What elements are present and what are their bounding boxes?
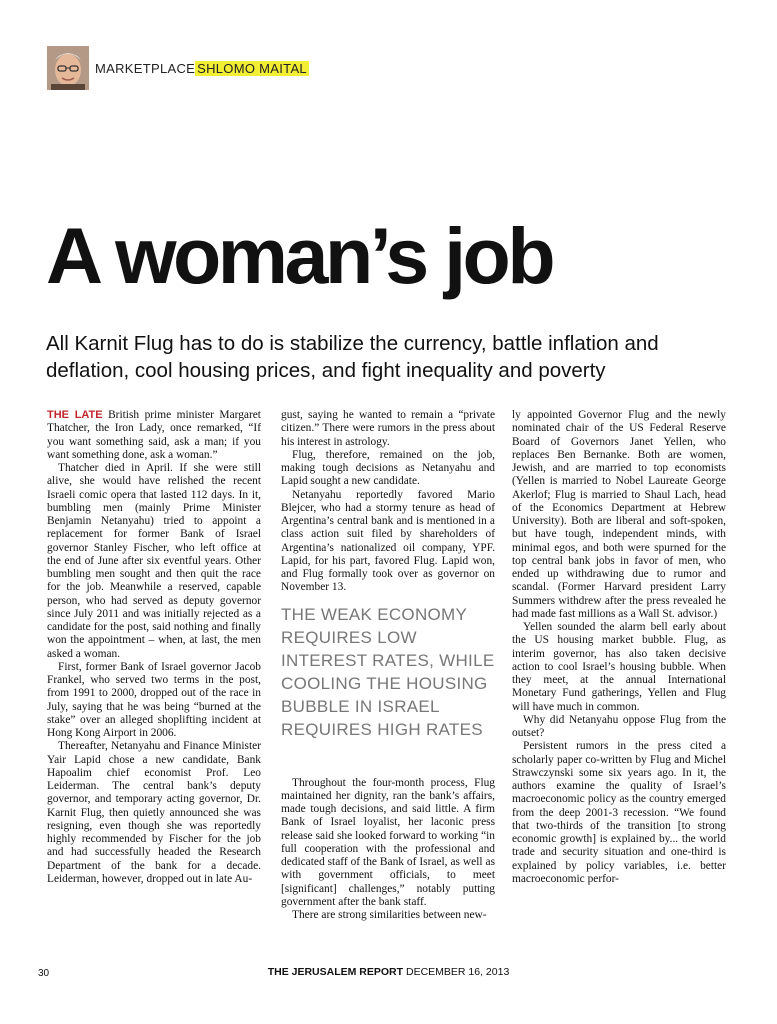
body-paragraph: gust, saying he wanted to remain a “private citizen.” There were rumors in the press about his interest in astrology.	[281, 409, 495, 448]
author-name: SHLOMO MAITAL	[197, 61, 307, 76]
lead-in: THE LATE	[47, 409, 103, 421]
body-paragraph: Thereafter, Netanyahu and Finance Minister Yair Lapid chose a new candidate, Bank Hapoalim chief economist Prof. Leo Leiderman. The central bank’s deputy governor, and temporary acting governor, Dr. Karnit Flug, then quietly announced she was resigning, even though she was reportedly highly recommended by Fischer for the job and had successfully headed the Research Department of the bank for a decade. Leiderman, however, dropped out in late Au-	[47, 740, 261, 885]
page-number: 30	[38, 968, 50, 979]
body-text: British prime minister Margaret Thatcher, the Iron Lady, once remarked, “If you want something said, ask a man; if you want something done, ask a woman.”	[47, 409, 261, 461]
body-paragraph: First, former Bank of Israel governor Jacob Frankel, who served two terms in the post, from 1991 to 2000, dropped out of the race in July, saying that he was being “burned at the stake” over an alleged shoplifting incident at Hong Kong Airport in 2006.	[47, 660, 261, 739]
section-name: MARKETPLACE	[95, 61, 196, 76]
author-avatar	[47, 46, 89, 90]
publication-name: THE JERUSALEM REPORT	[267, 966, 404, 978]
column-header	[47, 46, 347, 92]
article-headline: A woman’s job	[46, 211, 553, 300]
body-paragraph: Yellen sounded the alarm bell early about the US housing market bubble. Flug, as interim governor, has also taken decisive action to cool Israel’s housing bubble. When they meet, at the annual International Monetary Fund gatherings, Yellen and Flug will have much in common.	[512, 621, 726, 713]
body-paragraph: Thatcher died in April. If she were still alive, she would have relished the recent Israeli comic opera that lasted 112 days. In it, bumbling men (mainly Prime Minister Benjamin Netanyahu) tried to appoint a replacement for former Bank of Israel governor Stanley Fischer, who left office at the end of June after six eventful years. Other bumbling men sought and then quit the race for the job. Meanwhile a reserved, capable person, who had served as deputy governor since July 2011 and was initially rejected as a candidate for the post, said nothing and finally won the appointment – when, at last, the men asked a woman.	[47, 462, 261, 660]
body-paragraph: Why did Netanyahu oppose Flug from the outset?	[512, 713, 726, 739]
body-paragraph: Flug, therefore, remained on the job, making tough decisions as Netanyahu and Lapid sought a new candidate.	[281, 448, 495, 488]
body-paragraph: There are strong similarities between new-	[292, 909, 487, 921]
pull-quote: THE WEAK ECONOMY REQUIRES LOW INTEREST RATES, WHILE COOLING THE HOUSING BUBBLE IN ISRAEL REQUIRES HIGH RATES	[281, 604, 495, 739]
body-paragraph: Throughout the four-month process, Flug maintained her dignity, ran the bank’s affairs, made tough decisions, and said little. A firm Bank of Israel loyalist, her laconic press release said she looked forward to working “in full cooperation with the professional and dedicated staff of the Bank of Israel, as well as with government officials, to meet [significant] challenges,” notably putting government after the bank staff.	[281, 776, 495, 908]
article-column-1	[47, 409, 261, 886]
article-column-3	[512, 409, 726, 886]
body-paragraph: ly appointed Governor Flug and the newly nominated chair of the US Federal Reserve Board of Governors Janet Yellen, who replaces Ben Bernanke. Both are women, Jewish, and are married to top economists (Yellen is married to Nobel Laureate George Akerlof; Flug is married to Shaul Lach, head of the Economics Department at Hebrew University). Both are liberal and soft-spoken, but have tough, independent minds, with minimal egos, and both were spurned for the top central bank jobs in favor of men, who ended up withdrawing due to rumor and scandal. (Former Harvard president Larry Summers withdrew after the press revealed he had made fast millions as a Wall St. advisor.)	[512, 409, 726, 620]
body-paragraph: Netanyahu reportedly favored Mario Blejcer, who had a stormy tenure as head of Argentina’s central bank and is mentioned in a class action suit filed by shareholders of Argentina’s nationalized oil company, YPF. Lapid, for his part, favored Flug. Lapid won, and Flug formally took over as governor on November 13.	[281, 488, 495, 594]
section-kicker	[95, 61, 309, 76]
article-column-2	[281, 409, 495, 922]
issue-date: DECEMBER 16, 2013	[405, 966, 510, 978]
page-footer	[0, 966, 777, 978]
article-dek: All Karnit Flug has to do is stabilize the currency, battle inflation and deflation, cool housing prices, and fight inequality and poverty	[46, 332, 659, 382]
body-paragraph: Persistent rumors in the press cited a scholarly paper co-written by Flug and Michel Strawczynski some six years ago. In it, the authors examine the quality of Israel’s macroeconomic policy as the country emerged from the deep 2001-3 recession. “We found that two-thirds of the transition [to strong economic growth] is explained by... the world trade and security situation and one-third is explained by policy variables, i.e. better macroeconomic perfor-	[512, 740, 726, 885]
body-paragraph	[47, 409, 261, 462]
